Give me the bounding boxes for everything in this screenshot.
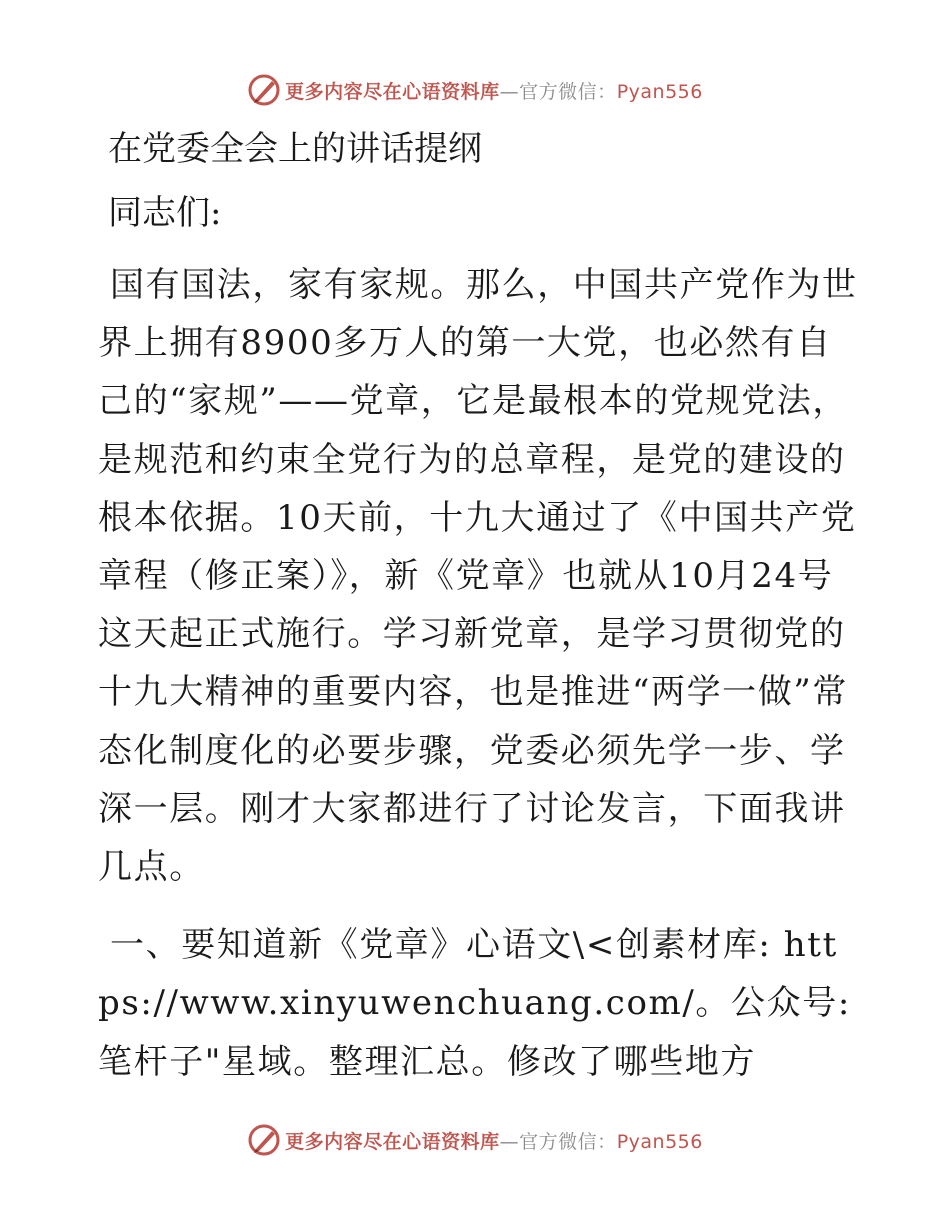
banner-main-text: 更多内容尽在心语资料库 [285,1130,500,1153]
banner-wechat-id: Pyan556 [616,80,703,103]
banner-wechat-id: Pyan556 [616,1130,703,1153]
pen-logo-icon [247,1123,281,1157]
header-watermark-banner [0,70,950,110]
paragraph-intro: 国有国法，家有家规。那么，中国共产党作为世界上拥有8900多万人的第一大党，也必然有自己的“家规”——党章，它是最根本的党规党法，是规范和约束全党行为的总章程，是党的建设的根本依据。10天前，十九大通过了《中国共产党章程（修正案）》，新《党章》也就从10月24号这天起正式施行。学习新党章，是学习贯彻党的十九大精神的重要内容，也是推进“两学一做”常态化制度化的必要步骤，党委必须先学一步、学深一层。刚才大家都进行了讨论发言，下面我讲几点。 [98,265,858,888]
pen-logo-icon [247,73,281,107]
banner-separator: — [499,80,520,103]
banner-text [285,1127,703,1154]
banner-separator: — [499,1130,520,1153]
banner-main-text: 更多内容尽在心语资料库 [285,80,500,103]
banner-text [285,77,703,104]
banner-wechat-label: 官方微信： [519,1130,617,1153]
footer-watermark-banner [0,1120,950,1160]
page-title: 在党委全会上的讲话提纲 [108,129,482,169]
banner-wechat-label: 官方微信： [519,80,617,103]
document-body [98,120,858,1091]
paragraph-section-one: 一、要知道新《党章》心语文\<创素材库: https://www.xinyuwenchuang.com/。公众号: 笔杆子"星域。整理汇总。修改了哪些地方 [98,925,851,1082]
salutation: 同志们: [108,193,222,233]
